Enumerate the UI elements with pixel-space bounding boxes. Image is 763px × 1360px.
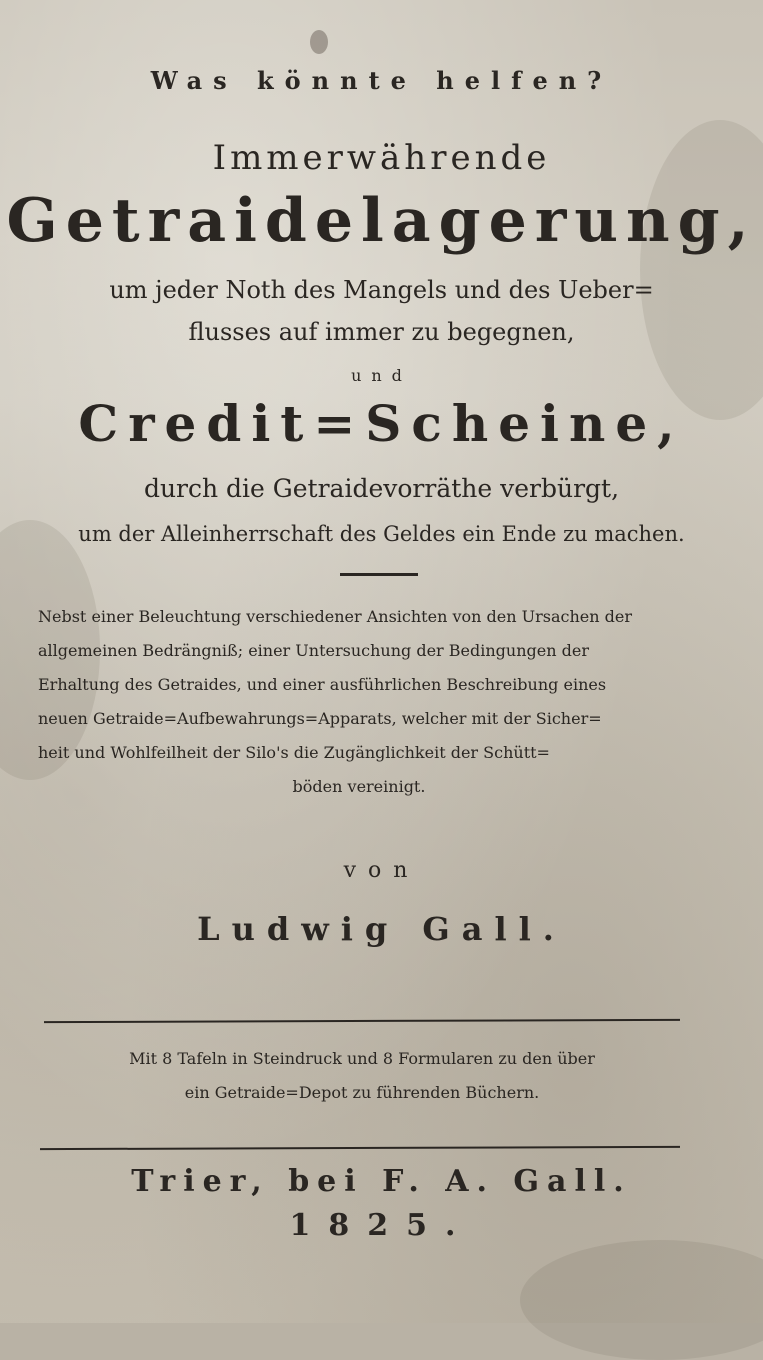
von-line: von xyxy=(343,858,420,883)
main-title: Getraidelagerung, xyxy=(6,186,757,256)
imprint-line: Trier, bei F. A. Gall. xyxy=(131,1164,632,1199)
second-title: Credit=Scheine, xyxy=(78,394,685,453)
nebst-line: neuen Getraide=Aufbewahrungs=Apparats, welcher mit der Sicher= xyxy=(38,709,602,728)
nebst-line: Erhaltung des Getraides, und einer ausführlichen Beschreibung eines xyxy=(38,675,607,694)
tafeln-note xyxy=(52,1042,672,1110)
subtitle-immerwaehrende: Immerwährende xyxy=(212,138,551,178)
conjunction-und: und xyxy=(351,366,412,385)
nebst-line: allgemeinen Bedrängniß; einer Untersuchung der Bedingungen der xyxy=(38,641,589,660)
nebst-line: heit und Wohlfeilheit der Silo's die Zugänglichkeit der Schütt= xyxy=(38,743,550,762)
tafeln-line: Mit 8 Tafeln in Steindruck und 8 Formularen zu den über xyxy=(129,1049,595,1068)
tafeln-line: ein Getraide=Depot zu führenden Büchern. xyxy=(184,1083,540,1102)
question-line: Was könnte helfen? xyxy=(150,66,613,95)
author-name: Ludwig Gall. xyxy=(197,910,566,948)
nebst-paragraph xyxy=(38,600,680,804)
description-line-1: durch die Getraidevorräthe verbürgt, xyxy=(143,474,620,503)
subtitle-line-2: flusses auf immer zu begegnen, xyxy=(188,318,575,346)
short-divider xyxy=(340,573,418,576)
nebst-line: Nebst einer Beleuchtung verschiedener Ansichten von den Ursachen der xyxy=(38,607,632,626)
publication-year: 1825. xyxy=(289,1208,474,1243)
subtitle-line-1: um jeder Noth des Mangels und des Ueber= xyxy=(109,276,654,304)
nebst-line: böden vereinigt. xyxy=(292,777,426,796)
divider-bottom xyxy=(40,1146,680,1150)
description-line-2: um der Alleinherrschaft des Geldes ein Ende zu machen. xyxy=(78,522,685,546)
divider-top xyxy=(44,1019,680,1023)
